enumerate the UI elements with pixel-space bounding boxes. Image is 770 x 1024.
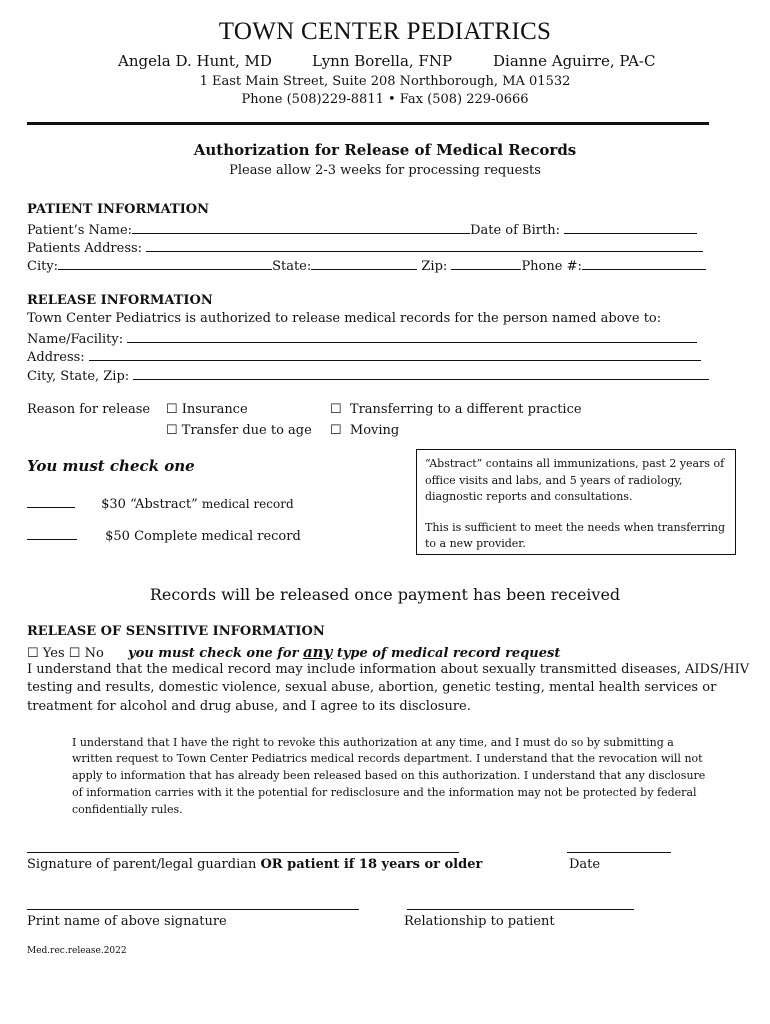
abstract-note-line-5: to a new provider. — [425, 537, 526, 550]
sensitive-para-line-2: testing and results, domestic violence, sexual abuse, abortion, genetic testing, mental health services or — [27, 680, 717, 695]
reason-moving-label: Moving — [349, 423, 400, 438]
complete-option-row — [27, 526, 301, 544]
abstract-note-box — [416, 449, 736, 555]
revoke-line-1: I understand that I have the right to revoke this authorization at any time, and I must do so by submitting a — [72, 736, 674, 749]
relationship-label: Relationship to patient — [404, 914, 555, 929]
date-label: Date — [569, 857, 601, 872]
checkbox-icon[interactable]: ☐ — [68, 646, 81, 661]
provider-2: Lynn Borella, FNP — [312, 52, 453, 70]
form-subtitle: Please allow 2-3 weeks for processing requests — [229, 163, 541, 178]
instruction-post: type of medical record request — [332, 646, 561, 661]
signature-label-bold: OR patient if 18 years or older — [260, 857, 483, 872]
zip-label: Zip: — [421, 259, 448, 274]
practice-name: TOWN CENTER PEDIATRICS — [218, 18, 552, 45]
date-field[interactable] — [567, 852, 671, 853]
abstract-note-line-3: diagnostic reports and consultations. — [425, 490, 633, 503]
abstract-option-suffix: medical record — [201, 497, 294, 511]
dob-field[interactable] — [564, 220, 697, 234]
abstract-check-field[interactable] — [27, 494, 75, 508]
reason-transfer-age[interactable] — [166, 423, 312, 438]
revoke-line-5: confidentially rules. — [72, 803, 183, 816]
provider-1: Angela D. Hunt, MD — [118, 52, 272, 70]
release-info-heading: RELEASE INFORMATION — [27, 293, 213, 308]
release-address-row — [27, 347, 701, 365]
patient-address-field[interactable] — [146, 238, 703, 252]
must-check-heading: You must check one — [27, 457, 195, 475]
city-field[interactable] — [58, 256, 272, 270]
release-address-label: Address: — [27, 350, 85, 365]
revoke-line-4: of information carries with it the potential for redisclosure and the information may not be protected by federal — [72, 786, 697, 799]
signature-field[interactable] — [27, 852, 459, 853]
reason-insurance-label: Insurance — [181, 402, 248, 417]
patient-name-row — [27, 220, 697, 238]
abstract-option-label: $30 “Abstract” — [101, 497, 198, 512]
reason-transferring[interactable] — [330, 402, 582, 417]
release-city-field[interactable] — [133, 366, 709, 380]
phone-label: Phone #: — [521, 259, 582, 274]
patient-name-field[interactable] — [132, 220, 470, 234]
abstract-note-line-2: office visits and labs, and 5 years of radiology, — [425, 474, 683, 487]
signature-label — [27, 857, 482, 872]
release-address-field[interactable] — [89, 347, 701, 361]
release-city-row — [27, 366, 709, 384]
patient-city-row — [27, 256, 706, 274]
sensitive-para-line-3: treatment for alcohol and drug abuse, and I agree to its disclosure. — [27, 699, 471, 714]
instruction-any: any — [302, 643, 333, 661]
dob-label: Date of Birth: — [470, 223, 560, 238]
form-title: Authorization for Release of Medical Records — [193, 141, 577, 159]
sensitive-heading: RELEASE OF SENSITIVE INFORMATION — [27, 624, 325, 639]
practice-address: 1 East Main Street, Suite 208 Northborough, MA 01532 — [199, 74, 571, 89]
instruction-pre: you must check one for — [128, 646, 303, 661]
print-name-field[interactable] — [27, 909, 359, 910]
reason-moving[interactable] — [330, 423, 399, 438]
checkbox-icon[interactable]: ☐ — [27, 646, 39, 661]
release-city-label: City, State, Zip: — [27, 369, 130, 384]
relationship-field[interactable] — [407, 909, 634, 910]
patient-address-row — [27, 238, 703, 256]
zip-field[interactable] — [451, 256, 521, 270]
yes-label: Yes — [42, 646, 65, 661]
facility-label: Name/Facility: — [27, 332, 124, 347]
patient-info-heading: PATIENT INFORMATION — [27, 202, 209, 217]
practice-phone-fax: Phone (508)229-8811 • Fax (508) 229-0666 — [241, 92, 529, 107]
patient-name-label: Patient’s Name: — [27, 223, 133, 238]
reason-transfer-age-label: Transfer due to age — [181, 423, 312, 438]
facility-field[interactable] — [127, 329, 697, 343]
abstract-option-row — [27, 494, 294, 512]
reason-insurance[interactable] — [166, 402, 248, 417]
sensitive-choice-row — [27, 643, 560, 661]
city-label: City: — [27, 259, 59, 274]
checkbox-icon[interactable]: ☐ — [166, 402, 178, 417]
no-label: No — [84, 646, 104, 661]
complete-option-label: $50 Complete medical record — [105, 529, 301, 544]
facility-row — [27, 329, 697, 347]
state-label: State: — [272, 259, 312, 274]
abstract-note-line-4: This is sufficient to meet the needs when transferring — [425, 521, 725, 534]
state-field[interactable] — [311, 256, 417, 270]
payment-notice: Records will be released once payment has been received — [149, 585, 621, 604]
phone-field[interactable] — [582, 256, 706, 270]
reason-transferring-label: Transferring to a different practice — [349, 402, 582, 417]
sensitive-para-line-1: I understand that the medical record may include information about sexually transmitted diseases, AIDS/HIV — [27, 662, 750, 677]
release-intro: Town Center Pediatrics is authorized to release medical records for the person named above to: — [27, 311, 662, 326]
header-divider — [27, 122, 709, 125]
sensitive-instruction — [128, 643, 561, 661]
form-id: Med.rec.release.2022 — [27, 946, 127, 956]
complete-check-field[interactable] — [27, 526, 77, 540]
patient-address-label: Patients Address: — [27, 241, 143, 256]
checkbox-icon[interactable]: ☐ — [330, 402, 342, 417]
abstract-note-line-1: “Abstract” contains all immunizations, past 2 years of — [425, 457, 725, 470]
revoke-line-3: apply to information that has already been released based on this authorization. I understand that any disclosure — [72, 769, 706, 782]
print-name-label: Print name of above signature — [27, 914, 227, 929]
checkbox-icon[interactable]: ☐ — [166, 423, 178, 438]
revoke-line-2: written request to Town Center Pediatrics medical records department. I understand that the revocation will not — [72, 752, 703, 765]
signature-label-pre: Signature of parent/legal guardian — [27, 857, 261, 872]
checkbox-icon[interactable]: ☐ — [330, 423, 342, 438]
reason-label: Reason for release — [27, 402, 151, 417]
provider-3: Dianne Aguirre, PA-C — [493, 52, 656, 70]
